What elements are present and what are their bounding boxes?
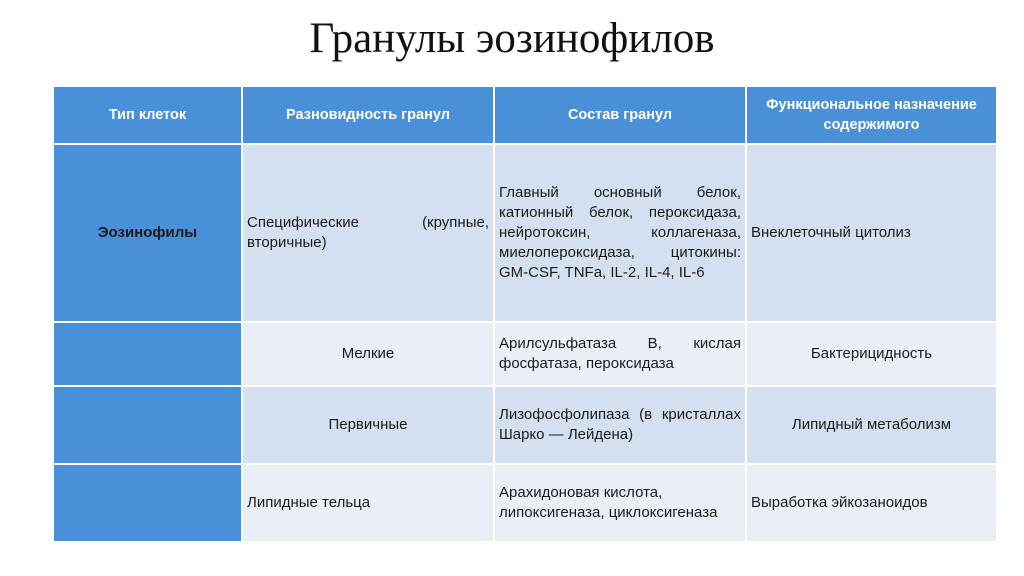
cell-variety — [242, 144, 494, 322]
cell-type: Эозинофилы — [53, 144, 242, 322]
eosinophil-granules-table — [52, 85, 998, 543]
table-row — [53, 322, 997, 386]
cell-function: Бактерицидность — [746, 322, 997, 386]
table-row — [53, 386, 997, 464]
cell-variety: Первичные — [242, 386, 494, 464]
header-cell-function: Функциональное назначение содержимого — [746, 86, 997, 144]
cell-function: Выработка эйкозаноидов — [746, 464, 997, 542]
cell-function: Внеклеточный цитолиз — [746, 144, 997, 322]
header-cell-variety: Разновидность гранул — [242, 86, 494, 144]
cell-composition: Лизофосфолипаза (в кристаллах Шарко — Лейдена) — [494, 386, 746, 464]
cell-composition: Главный основный белок, катионный белок, пероксидаза, нейротоксин, коллагеназа, миелопероксидаза, цитокины: GM-CSF, TNFa, IL-2, IL-4, IL-6 — [494, 144, 746, 322]
cell-composition: Арилсульфатаза B, кислая фосфатаза, пероксидаза — [494, 322, 746, 386]
header-cell-type: Тип клеток — [53, 86, 242, 144]
cell-variety-part-c: вторичные) — [247, 234, 327, 251]
table-header-row — [53, 86, 997, 144]
cell-variety-part-a: Специфические — [247, 214, 359, 231]
cell-variety: Мелкие — [242, 322, 494, 386]
table-row — [53, 464, 997, 542]
table-row — [53, 144, 997, 322]
cell-variety-part-b: (крупные, — [422, 214, 489, 231]
cell-type — [53, 322, 242, 386]
cell-type — [53, 464, 242, 542]
cell-composition: Арахидоновая кислота, липоксигеназа, циклоксигеназа — [494, 464, 746, 542]
cell-variety: Липидные тельца — [242, 464, 494, 542]
header-cell-composition: Состав гранул — [494, 86, 746, 144]
page-title: Гранулы эозинофилов — [309, 15, 715, 62]
cell-function: Липидный метаболизм — [746, 386, 997, 464]
cell-type — [53, 386, 242, 464]
